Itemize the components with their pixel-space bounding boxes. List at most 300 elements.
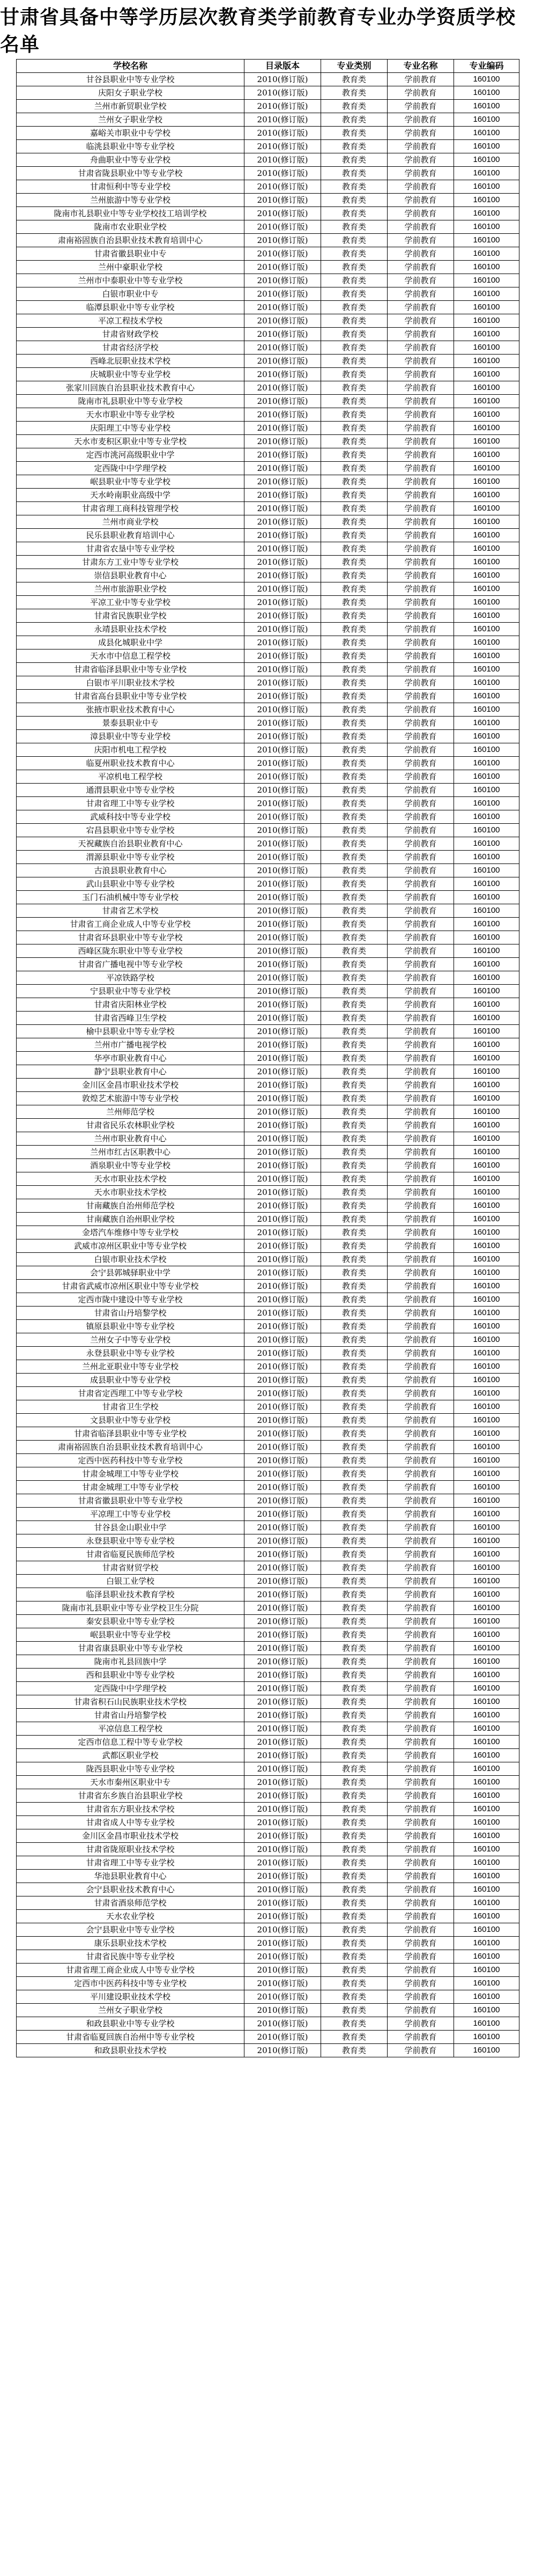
- major-category-cell: 教育类: [321, 1400, 388, 1414]
- catalog-version-cell: 2010(修订版): [244, 1239, 321, 1253]
- table-row: [17, 1870, 519, 1883]
- school-name-cell: 甘肃省东方职业技术学校: [17, 1803, 244, 1816]
- catalog-version-cell: 2010(修订版): [244, 1508, 321, 1521]
- catalog-version-cell: 2010(修订版): [244, 1856, 321, 1870]
- catalog-version-cell: 2010(修订版): [244, 1521, 321, 1534]
- catalog-version-cell: 2010(修订版): [244, 1669, 321, 1682]
- major-name-cell: 学前教育: [388, 207, 454, 220]
- catalog-version-cell: 2010(修订版): [244, 395, 321, 408]
- major-category-cell: 教育类: [321, 274, 388, 287]
- table-row: [17, 582, 519, 596]
- school-name-cell: 兰州女子职业学校: [17, 2004, 244, 2017]
- major-name-cell: 学前教育: [388, 1132, 454, 1146]
- major-category-cell: 教育类: [321, 247, 388, 261]
- major-name-cell: 学前教育: [388, 1454, 454, 1467]
- major-name-cell: 学前教育: [388, 944, 454, 958]
- school-name-cell: 甘南藏族自治州职业学校: [17, 1213, 244, 1226]
- table-row: [17, 1950, 519, 1964]
- major-name-cell: 学前教育: [388, 368, 454, 381]
- major-name-cell: 学前教育: [388, 1749, 454, 1762]
- table-row: [17, 180, 519, 194]
- table-header-row: [17, 60, 519, 73]
- catalog-version-cell: 2010(修订版): [244, 1722, 321, 1736]
- school-name-cell: 甘肃省高台县职业中等专业学校: [17, 690, 244, 703]
- major-category-cell: 教育类: [321, 837, 388, 851]
- table-row: [17, 1360, 519, 1374]
- catalog-version-cell: 2010(修订版): [244, 1776, 321, 1789]
- table-row: [17, 2017, 519, 2031]
- catalog-version-cell: 2010(修订版): [244, 1360, 321, 1374]
- major-category-cell: 教育类: [321, 368, 388, 381]
- major-name-cell: 学前教育: [388, 1776, 454, 1789]
- table-row: [17, 1615, 519, 1628]
- school-name-cell: 镇原县职业中等专业学校: [17, 1320, 244, 1333]
- catalog-version-cell: 2010(修订版): [244, 1494, 321, 1508]
- table-row: [17, 1467, 519, 1481]
- table-row: [17, 596, 519, 609]
- major-category-cell: 教育类: [321, 569, 388, 582]
- catalog-version-cell: 2010(修订版): [244, 1146, 321, 1159]
- major-code-cell: 160100: [454, 1494, 519, 1508]
- school-name-cell: 陇南市礼县职业中等专业学校技工培训学校: [17, 207, 244, 220]
- major-code-cell: 160100: [454, 234, 519, 247]
- major-category-cell: 教育类: [321, 2044, 388, 2057]
- catalog-version-cell: 2010(修订版): [244, 1226, 321, 1239]
- major-code-cell: 160100: [454, 73, 519, 86]
- catalog-version-cell: 2010(修订版): [244, 918, 321, 931]
- catalog-version-cell: 2010(修订版): [244, 757, 321, 770]
- major-name-cell: 学前教育: [388, 1320, 454, 1333]
- table-row: [17, 1682, 519, 1695]
- major-name-cell: 学前教育: [388, 864, 454, 877]
- catalog-version-cell: 2010(修订版): [244, 1374, 321, 1387]
- school-name-cell: 天水市职业中等专业学校: [17, 408, 244, 422]
- major-category-cell: 教育类: [321, 1950, 388, 1964]
- major-category-cell: 教育类: [321, 287, 388, 301]
- major-code-cell: 160100: [454, 368, 519, 381]
- major-code-cell: 160100: [454, 1320, 519, 1333]
- major-name-cell: 学前教育: [388, 1239, 454, 1253]
- school-name-cell: 武威市凉州区职业中等专业学校: [17, 1239, 244, 1253]
- catalog-version-cell: 2010(修订版): [244, 301, 321, 314]
- major-name-cell: 学前教育: [388, 1990, 454, 2004]
- major-code-cell: 160100: [454, 1280, 519, 1293]
- table-row: [17, 891, 519, 904]
- major-code-cell: 160100: [454, 1360, 519, 1374]
- major-code-cell: 160100: [454, 502, 519, 515]
- catalog-version-cell: 2010(修订版): [244, 703, 321, 717]
- major-code-cell: 160100: [454, 1146, 519, 1159]
- school-name-cell: 白银市职业技术学校: [17, 1253, 244, 1266]
- table-row: [17, 1977, 519, 1990]
- school-name-cell: 平凉工程技术学校: [17, 314, 244, 328]
- major-code-cell: 160100: [454, 1293, 519, 1307]
- school-name-cell: 永登县职业中等专业学校: [17, 1534, 244, 1548]
- major-category-cell: 教育类: [321, 1427, 388, 1441]
- major-category-cell: 教育类: [321, 341, 388, 355]
- major-code-cell: 160100: [454, 998, 519, 1012]
- major-code-cell: 160100: [454, 1923, 519, 1937]
- catalog-version-cell: 2010(修订版): [244, 529, 321, 542]
- major-name-cell: 学前教育: [388, 1642, 454, 1655]
- table-row: [17, 1494, 519, 1508]
- major-category-cell: 教育类: [321, 596, 388, 609]
- major-category-cell: 教育类: [321, 1320, 388, 1333]
- table-row: [17, 220, 519, 234]
- major-code-cell: 160100: [454, 140, 519, 153]
- table-row: [17, 475, 519, 489]
- school-name-cell: 天祝藏族自治县职业教育中心: [17, 837, 244, 851]
- catalog-version-cell: 2010(修订版): [244, 958, 321, 971]
- catalog-version-cell: 2010(修订版): [244, 743, 321, 757]
- school-name-cell: 张掖市职业技术教育中心: [17, 703, 244, 717]
- major-code-cell: 160100: [454, 422, 519, 435]
- school-name-cell: 甘肃恒利中等专业学校: [17, 180, 244, 194]
- major-name-cell: 学前教育: [388, 220, 454, 234]
- table-row: [17, 998, 519, 1012]
- school-name-cell: 成县职业中等专业学校: [17, 1374, 244, 1387]
- table-row: [17, 1709, 519, 1722]
- major-name-cell: 学前教育: [388, 1829, 454, 1843]
- catalog-version-cell: 2010(修订版): [244, 797, 321, 810]
- major-code-cell: 160100: [454, 462, 519, 475]
- school-name-cell: 兰州中豪职业学校: [17, 261, 244, 274]
- catalog-version-cell: 2010(修订版): [244, 207, 321, 220]
- table-row: [17, 1655, 519, 1669]
- major-category-cell: 教育类: [321, 918, 388, 931]
- catalog-version-cell: 2010(修订版): [244, 113, 321, 127]
- major-name-cell: 学前教育: [388, 435, 454, 448]
- major-name-cell: 学前教育: [388, 1374, 454, 1387]
- table-row: [17, 556, 519, 569]
- major-name-cell: 学前教育: [388, 2031, 454, 2044]
- major-category-cell: 教育类: [321, 180, 388, 194]
- catalog-version-cell: 2010(修订版): [244, 1132, 321, 1146]
- major-name-cell: 学前教育: [388, 1213, 454, 1226]
- major-name-cell: 学前教育: [388, 1293, 454, 1307]
- school-name-cell: 崇信县职业教育中心: [17, 569, 244, 582]
- major-category-cell: 教育类: [321, 998, 388, 1012]
- school-name-cell: 定西市中医药科技中等专业学校: [17, 1977, 244, 1990]
- table-row: [17, 797, 519, 810]
- major-name-cell: 学前教育: [388, 489, 454, 502]
- major-category-cell: 教育类: [321, 851, 388, 864]
- major-name-cell: 学前教育: [388, 582, 454, 596]
- major-category-cell: 教育类: [321, 1307, 388, 1320]
- major-code-cell: 160100: [454, 529, 519, 542]
- major-category-cell: 教育类: [321, 1722, 388, 1736]
- major-category-cell: 教育类: [321, 556, 388, 569]
- table-row: [17, 1481, 519, 1494]
- catalog-version-cell: 2010(修订版): [244, 663, 321, 676]
- major-category-cell: 教育类: [321, 690, 388, 703]
- major-name-cell: 学前教育: [388, 1736, 454, 1749]
- catalog-version-cell: 2010(修订版): [244, 247, 321, 261]
- catalog-version-cell: 2010(修订版): [244, 1883, 321, 1896]
- major-code-cell: 160100: [454, 1870, 519, 1883]
- school-name-cell: 甘肃省民乐农林职业学校: [17, 1119, 244, 1132]
- major-category-cell: 教育类: [321, 784, 388, 797]
- school-name-cell: 甘肃省理工商企业成人中等专业学校: [17, 1964, 244, 1977]
- table-row: [17, 1387, 519, 1400]
- major-name-cell: 学前教育: [388, 837, 454, 851]
- school-name-cell: 兰州师范学校: [17, 1105, 244, 1119]
- major-category-cell: 教育类: [321, 649, 388, 663]
- school-name-cell: 武山县职业中等专业学校: [17, 877, 244, 891]
- major-name-cell: 学前教育: [388, 113, 454, 127]
- school-name-cell: 庆城职业中等专业学校: [17, 368, 244, 381]
- catalog-version-cell: 2010(修订版): [244, 127, 321, 140]
- major-name-cell: 学前教育: [388, 301, 454, 314]
- major-category-cell: 教育类: [321, 1534, 388, 1548]
- major-code-cell: 160100: [454, 1052, 519, 1065]
- table-row: [17, 1816, 519, 1829]
- catalog-version-cell: 2010(修订版): [244, 556, 321, 569]
- table-row: [17, 1749, 519, 1762]
- school-name-cell: 金塔汽车维修中等专业学校: [17, 1226, 244, 1239]
- major-code-cell: 160100: [454, 864, 519, 877]
- major-category-cell: 教育类: [321, 730, 388, 743]
- major-code-cell: 160100: [454, 1937, 519, 1950]
- major-category-cell: 教育类: [321, 1172, 388, 1186]
- school-name-cell: 西和县职业中等专业学校: [17, 1669, 244, 1682]
- major-category-cell: 教育类: [321, 877, 388, 891]
- major-name-cell: 学前教育: [388, 1561, 454, 1575]
- major-category-cell: 教育类: [321, 1186, 388, 1199]
- major-code-cell: 160100: [454, 153, 519, 167]
- school-name-cell: 庆阳市机电工程学校: [17, 743, 244, 757]
- major-name-cell: 学前教育: [388, 1414, 454, 1427]
- major-name-cell: 学前教育: [388, 1347, 454, 1360]
- catalog-version-cell: 2010(修订版): [244, 220, 321, 234]
- school-name-cell: 永登县职业中等专业学校: [17, 1347, 244, 1360]
- major-name-cell: 学前教育: [388, 1172, 454, 1186]
- catalog-version-cell: 2010(修订版): [244, 515, 321, 529]
- school-name-cell: 文县职业中等专业学校: [17, 1414, 244, 1427]
- catalog-version-cell: 2010(修订版): [244, 998, 321, 1012]
- catalog-version-cell: 2010(修订版): [244, 194, 321, 207]
- major-category-cell: 教育类: [321, 73, 388, 86]
- school-name-cell: 庆阳女子职业学校: [17, 86, 244, 100]
- catalog-version-cell: 2010(修订版): [244, 86, 321, 100]
- table-row: [17, 194, 519, 207]
- header-major-name: 专业名称: [388, 60, 454, 73]
- table-row: [17, 2004, 519, 2017]
- school-name-cell: 永靖县职业技术学校: [17, 623, 244, 636]
- table-row: [17, 824, 519, 837]
- catalog-version-cell: 2010(修订版): [244, 73, 321, 86]
- major-category-cell: 教育类: [321, 1387, 388, 1400]
- major-name-cell: 学前教育: [388, 1105, 454, 1119]
- school-name-cell: 甘肃省经济学校: [17, 341, 244, 355]
- school-name-cell: 甘肃省积石山民族职业技术学校: [17, 1695, 244, 1709]
- major-name-cell: 学前教育: [388, 475, 454, 489]
- school-name-cell: 甘肃省财贸学校: [17, 1561, 244, 1575]
- major-category-cell: 教育类: [321, 1012, 388, 1025]
- major-name-cell: 学前教育: [388, 314, 454, 328]
- major-name-cell: 学前教育: [388, 636, 454, 649]
- school-name-cell: 定西陇中中学理学校: [17, 462, 244, 475]
- major-code-cell: 160100: [454, 1910, 519, 1923]
- major-name-cell: 学前教育: [388, 462, 454, 475]
- catalog-version-cell: 2010(修订版): [244, 502, 321, 515]
- table-row: [17, 918, 519, 931]
- major-code-cell: 160100: [454, 770, 519, 784]
- school-name-cell: 临泽县职业技术教育学校: [17, 1588, 244, 1601]
- catalog-version-cell: 2010(修订版): [244, 864, 321, 877]
- catalog-version-cell: 2010(修订版): [244, 944, 321, 958]
- major-name-cell: 学前教育: [388, 676, 454, 690]
- major-name-cell: 学前教育: [388, 1092, 454, 1105]
- table-row: [17, 1964, 519, 1977]
- major-name-cell: 学前教育: [388, 542, 454, 556]
- catalog-version-cell: 2010(修订版): [244, 649, 321, 663]
- school-name-cell: 平川建设职业技术学校: [17, 1990, 244, 2004]
- major-name-cell: 学前教育: [388, 355, 454, 368]
- major-category-cell: 教育类: [321, 1521, 388, 1534]
- major-category-cell: 教育类: [321, 1454, 388, 1467]
- catalog-version-cell: 2010(修订版): [244, 1588, 321, 1601]
- school-name-cell: 甘肃东方工业中等专业学校: [17, 556, 244, 569]
- school-name-cell: 酒泉职业中等专业学校: [17, 1159, 244, 1172]
- catalog-version-cell: 2010(修订版): [244, 1025, 321, 1038]
- school-name-cell: 甘南藏族自治州师范学校: [17, 1199, 244, 1213]
- major-code-cell: 160100: [454, 810, 519, 824]
- table-row: [17, 341, 519, 355]
- table-row: [17, 1333, 519, 1347]
- table-row: [17, 542, 519, 556]
- major-code-cell: 160100: [454, 1655, 519, 1669]
- major-category-cell: 教育类: [321, 609, 388, 623]
- major-name-cell: 学前教育: [388, 1333, 454, 1347]
- catalog-version-cell: 2010(修订版): [244, 810, 321, 824]
- table-row: [17, 86, 519, 100]
- table-row: [17, 636, 519, 649]
- school-name-cell: 甘肃省成人中等专业学校: [17, 1816, 244, 1829]
- major-name-cell: 学前教育: [388, 1977, 454, 1990]
- catalog-version-cell: 2010(修订版): [244, 2004, 321, 2017]
- major-code-cell: 160100: [454, 1789, 519, 1803]
- major-name-cell: 学前教育: [388, 1427, 454, 1441]
- major-code-cell: 160100: [454, 1601, 519, 1615]
- major-category-cell: 教育类: [321, 1896, 388, 1910]
- major-code-cell: 160100: [454, 1749, 519, 1762]
- major-name-cell: 学前教育: [388, 1682, 454, 1695]
- major-category-cell: 教育类: [321, 489, 388, 502]
- major-code-cell: 160100: [454, 1012, 519, 1025]
- major-code-cell: 160100: [454, 1105, 519, 1119]
- major-code-cell: 160100: [454, 663, 519, 676]
- major-code-cell: 160100: [454, 1186, 519, 1199]
- major-category-cell: 教育类: [321, 824, 388, 837]
- major-code-cell: 160100: [454, 100, 519, 113]
- major-code-cell: 160100: [454, 556, 519, 569]
- school-name-cell: 宁县职业中等专业学校: [17, 985, 244, 998]
- major-code-cell: 160100: [454, 1588, 519, 1601]
- catalog-version-cell: 2010(修订版): [244, 1347, 321, 1360]
- major-category-cell: 教育类: [321, 194, 388, 207]
- table-row: [17, 1052, 519, 1065]
- table-row: [17, 1521, 519, 1534]
- major-category-cell: 教育类: [321, 1883, 388, 1896]
- major-category-cell: 教育类: [321, 113, 388, 127]
- catalog-version-cell: 2010(修订版): [244, 636, 321, 649]
- school-name-cell: 兰州市职业教育中心: [17, 1132, 244, 1146]
- major-code-cell: 160100: [454, 1977, 519, 1990]
- table-row: [17, 2044, 519, 2057]
- table-row: [17, 743, 519, 757]
- catalog-version-cell: 2010(修订版): [244, 1307, 321, 1320]
- catalog-version-cell: 2010(修订版): [244, 609, 321, 623]
- catalog-version-cell: 2010(修订版): [244, 770, 321, 784]
- major-category-cell: 教育类: [321, 140, 388, 153]
- school-name-cell: 舟曲职业中等专业学校: [17, 153, 244, 167]
- major-code-cell: 160100: [454, 194, 519, 207]
- major-category-cell: 教育类: [321, 623, 388, 636]
- catalog-version-cell: 2010(修订版): [244, 1092, 321, 1105]
- table-row: [17, 1186, 519, 1199]
- major-name-cell: 学前教育: [388, 797, 454, 810]
- major-name-cell: 学前教育: [388, 1762, 454, 1776]
- table-row: [17, 649, 519, 663]
- major-name-cell: 学前教育: [388, 1052, 454, 1065]
- school-name-cell: 和政县职业中等专业学校: [17, 2017, 244, 2031]
- school-name-cell: 甘肃省陇原职业技术学校: [17, 1843, 244, 1856]
- major-code-cell: 160100: [454, 1548, 519, 1561]
- catalog-version-cell: 2010(修订版): [244, 261, 321, 274]
- major-name-cell: 学前教育: [388, 1896, 454, 1910]
- catalog-version-cell: 2010(修订版): [244, 1575, 321, 1588]
- major-code-cell: 160100: [454, 1467, 519, 1481]
- catalog-version-cell: 2010(修订版): [244, 1870, 321, 1883]
- school-name-cell: 渭源县职业中等专业学校: [17, 851, 244, 864]
- major-code-cell: 160100: [454, 596, 519, 609]
- major-category-cell: 教育类: [321, 1856, 388, 1870]
- catalog-version-cell: 2010(修订版): [244, 1333, 321, 1347]
- table-row: [17, 247, 519, 261]
- major-code-cell: 160100: [454, 1400, 519, 1414]
- major-name-cell: 学前教育: [388, 1146, 454, 1159]
- school-name-cell: 静宁县职业教育中心: [17, 1065, 244, 1079]
- school-name-cell: 甘肃省艺术学校: [17, 904, 244, 918]
- major-code-cell: 160100: [454, 2031, 519, 2044]
- major-name-cell: 学前教育: [388, 1628, 454, 1642]
- table-row: [17, 368, 519, 381]
- table-row: [17, 1561, 519, 1575]
- header-catalog-version: 目录版本: [244, 60, 321, 73]
- catalog-version-cell: 2010(修订版): [244, 582, 321, 596]
- school-name-cell: 漳县职业中等专业学校: [17, 730, 244, 743]
- table-row: [17, 381, 519, 395]
- school-name-cell: 和政县职业技术学校: [17, 2044, 244, 2057]
- school-name-cell: 会宁县职业中等专业学校: [17, 1923, 244, 1937]
- major-category-cell: 教育类: [321, 127, 388, 140]
- major-name-cell: 学前教育: [388, 1588, 454, 1601]
- table-row: [17, 100, 519, 113]
- table-row: [17, 690, 519, 703]
- major-category-cell: 教育类: [321, 1749, 388, 1762]
- catalog-version-cell: 2010(修订版): [244, 435, 321, 448]
- major-name-cell: 学前教育: [388, 448, 454, 462]
- major-name-cell: 学前教育: [388, 1870, 454, 1883]
- catalog-version-cell: 2010(修订版): [244, 1803, 321, 1816]
- header-major-category: 专业类别: [321, 60, 388, 73]
- catalog-version-cell: 2010(修订版): [244, 1990, 321, 2004]
- major-name-cell: 学前教育: [388, 1816, 454, 1829]
- school-name-cell: 甘肃省西峰卫生学校: [17, 1012, 244, 1025]
- table-row: [17, 261, 519, 274]
- catalog-version-cell: 2010(修订版): [244, 368, 321, 381]
